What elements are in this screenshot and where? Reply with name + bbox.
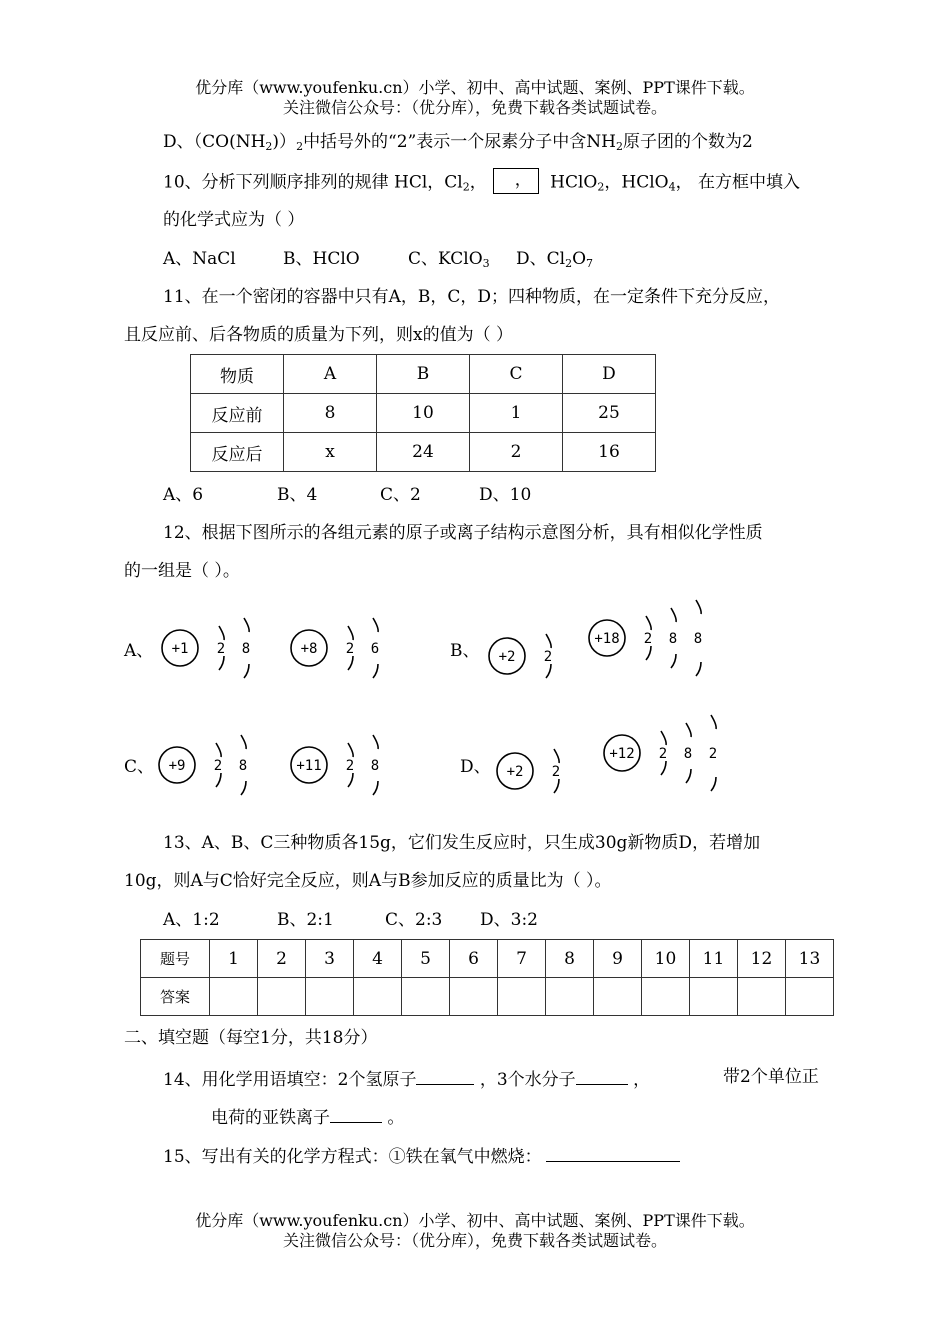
table-row: 反应前 8 10 1 25	[191, 394, 656, 433]
electron-shell-arc-A2-1	[373, 664, 378, 678]
electron-count-B2-1: 8	[668, 631, 678, 647]
table-row: 物质 A B C D	[191, 355, 656, 394]
electron-shell-arc-C2-1	[373, 735, 378, 749]
section-2-title: 二、填空题（每空1分，共18分）	[124, 1028, 378, 1048]
q11-option-a: A、6	[163, 485, 204, 505]
atom-nucleus-charge-A1: +1	[171, 641, 189, 657]
electron-shell-arc-D2-0	[661, 731, 666, 745]
electron-count-D2-1: 8	[683, 746, 693, 762]
q10-option-b: B、HClO	[283, 249, 360, 269]
q10-option-d: D、$Cl_2O_7$	[516, 249, 594, 270]
answer-cell[interactable]	[498, 978, 546, 1016]
q11-option-c: C、2	[380, 485, 421, 505]
electron-shell-arc-C1-1	[241, 781, 246, 795]
footer-line-2: 关注微信公众号：（优分库），免费下载各类试题试卷。	[282, 1231, 667, 1250]
answer-cell[interactable]	[402, 978, 450, 1016]
electron-shell-arc-A2-0	[348, 656, 353, 670]
header-line-2: 关注微信公众号：（优分库），免费下载各类试题试卷。	[282, 98, 667, 117]
electron-count-B1-0: 2	[543, 649, 553, 665]
electron-count-A2-1: 6	[370, 641, 380, 657]
electron-count-A1-0: 2	[216, 641, 226, 657]
electron-shell-arc-D1-0	[554, 749, 559, 763]
answer-cell[interactable]	[306, 978, 354, 1016]
q11-stem-line1: 11、在一个密闭的容器中只有A，B，C，D；四种物质，在一定条件下充分反应，	[163, 287, 781, 307]
q13-stem-line2: 10g，则A与C恰好完全反应，则A与B参加反应的质量比为（ ）。	[124, 871, 612, 891]
electron-shell-arc-B2-0	[646, 646, 651, 660]
electron-shell-arc-A2-1	[373, 618, 378, 632]
answer-cell[interactable]	[450, 978, 498, 1016]
electron-shell-arc-D1-0	[554, 779, 559, 793]
electron-shell-arc-D2-2	[711, 777, 716, 791]
electron-shell-arc-D2-0	[661, 761, 666, 775]
answer-cell[interactable]	[258, 978, 306, 1016]
electron-count-C2-0: 2	[345, 758, 355, 774]
q13-option-b: B、2:1	[277, 910, 334, 930]
q13-stem-line1: 13、A、B、C三种物质各15g，它们发生反应时，只生成30g新物质D，若增加	[163, 833, 761, 853]
q13-option-a: A、1:2	[163, 910, 220, 930]
q10-option-c: C、KClO$_3$	[408, 249, 490, 270]
atom-nucleus-charge-C2: +11	[296, 758, 322, 774]
q13-option-c: C、2:3	[385, 910, 443, 930]
atom-nucleus-charge-A2: +8	[300, 641, 318, 657]
electron-shell-arc-C1-1	[241, 735, 246, 749]
q10-answer-box[interactable]: ，	[493, 168, 539, 194]
q11-option-d: D、10	[479, 485, 532, 505]
q12-label-c: C、	[124, 757, 155, 777]
answer-cell[interactable]	[210, 978, 258, 1016]
electron-count-D2-2: 2	[708, 746, 718, 762]
electron-shell-arc-C1-0	[216, 743, 221, 757]
header-line-1: 优分库（www.youfenku.cn）小学、初中、高中试题、案例、PPT课件下载。	[195, 78, 755, 97]
electron-shell-arc-C2-0	[348, 743, 353, 757]
answer-cell[interactable]	[546, 978, 594, 1016]
electron-shell-arc-A2-0	[348, 626, 353, 640]
electron-shell-arc-D2-2	[711, 715, 716, 729]
atom-nucleus-charge-D2: +12	[609, 746, 635, 762]
electron-count-C1-0: 2	[213, 758, 223, 774]
electron-shell-arc-A1-1	[244, 664, 249, 678]
answer-cell[interactable]	[354, 978, 402, 1016]
electron-count-A2-0: 2	[345, 641, 355, 657]
electron-shell-arc-B2-1	[671, 608, 676, 622]
electron-shell-arc-B2-1	[671, 654, 676, 668]
atom-nucleus-charge-C1: +9	[168, 758, 186, 774]
electron-shell-arc-C2-0	[348, 773, 353, 787]
q12-stem-line2: 的一组是（ ）。	[124, 561, 240, 581]
electron-count-C1-1: 8	[238, 758, 248, 774]
footer-line-1: 优分库（www.youfenku.cn）小学、初中、高中试题、案例、PPT课件下载。	[195, 1211, 755, 1230]
electron-count-C2-1: 8	[370, 758, 380, 774]
q9-option-d: D、$(CO(NH_2))_2$中括号外的“2”表示一个尿素分子中含$NH_2$原子团的个数为2	[163, 132, 753, 153]
electron-shell-arc-B1-0	[546, 634, 551, 648]
electron-count-D1-0: 2	[551, 764, 561, 780]
table-row: 题号 1 2 3 4 5 6 7 8 9 10 11 12 13	[141, 940, 834, 978]
electron-count-D2-0: 2	[658, 746, 668, 762]
q10-stem-line2: 的化学式应为（ ）	[163, 210, 305, 230]
electron-shell-arc-A1-0	[219, 626, 224, 640]
atom-nucleus-charge-D1: +2	[506, 764, 524, 780]
answer-cell[interactable]	[642, 978, 690, 1016]
atom-nucleus-charge-B2: +18	[594, 631, 620, 647]
q12-label-d: D、	[460, 757, 491, 777]
electron-shell-arc-D2-1	[686, 769, 691, 783]
q15-line1: 15、写出有关的化学方程式：①铁在氧气中燃烧：	[163, 1143, 680, 1168]
q14-line1: 14、用化学用语填空：2个氢原子 ，3个水分子 ，	[163, 1066, 650, 1091]
answer-table	[140, 939, 834, 1016]
electron-shell-arc-A1-1	[244, 618, 249, 632]
q11-stem-line2: 且反应前、后各物质的质量为下列，则x的值为（ ）	[124, 325, 513, 345]
table-row: 反应后 x 24 2 16	[191, 433, 656, 472]
q12-stem-line1: 12、根据下图所示的各组元素的原子或离子结构示意图分析，具有相似化学性质	[163, 523, 763, 543]
electron-shell-arc-C1-0	[216, 773, 221, 787]
answer-cell[interactable]	[786, 978, 834, 1016]
q14-line1-end: 带2个单位正	[723, 1067, 819, 1087]
electron-shell-arc-C2-1	[373, 781, 378, 795]
answer-cell[interactable]	[594, 978, 642, 1016]
answer-cell[interactable]	[738, 978, 786, 1016]
atom-nucleus-charge-B1: +2	[498, 649, 516, 665]
electron-count-A1-1: 8	[241, 641, 251, 657]
q12-label-a: A、	[124, 641, 154, 661]
q14-line2: 电荷的亚铁离子 。	[211, 1104, 404, 1129]
answer-cell[interactable]	[690, 978, 738, 1016]
electron-shell-arc-B1-0	[546, 664, 551, 678]
electron-shell-arc-B2-2	[696, 600, 701, 614]
electron-shell-arc-B2-0	[646, 616, 651, 630]
q10-stem: 10、分析下列顺序排列的规律 HCl，$Cl_2$， ， HClO$_2$，HClO$_4$， 在方框中填入	[163, 170, 800, 194]
electron-shell-arc-B2-2	[696, 662, 701, 676]
q13-option-d: D、3:2	[480, 910, 538, 930]
q14-blank-2[interactable]	[576, 1066, 628, 1085]
q11-option-b: B、4	[277, 485, 318, 505]
q12-label-b: B、	[450, 641, 480, 661]
q14-blank-3[interactable]	[330, 1104, 382, 1123]
electron-count-B2-0: 2	[643, 631, 653, 647]
q14-blank-1[interactable]	[416, 1066, 474, 1085]
electron-shell-arc-A1-0	[219, 656, 224, 670]
electron-shell-arc-D2-1	[686, 723, 691, 737]
electron-count-B2-2: 8	[693, 631, 703, 647]
q10-option-a: A、NaCl	[163, 249, 236, 269]
table-row: 答案	[141, 978, 834, 1016]
q15-blank-1[interactable]	[546, 1143, 680, 1162]
